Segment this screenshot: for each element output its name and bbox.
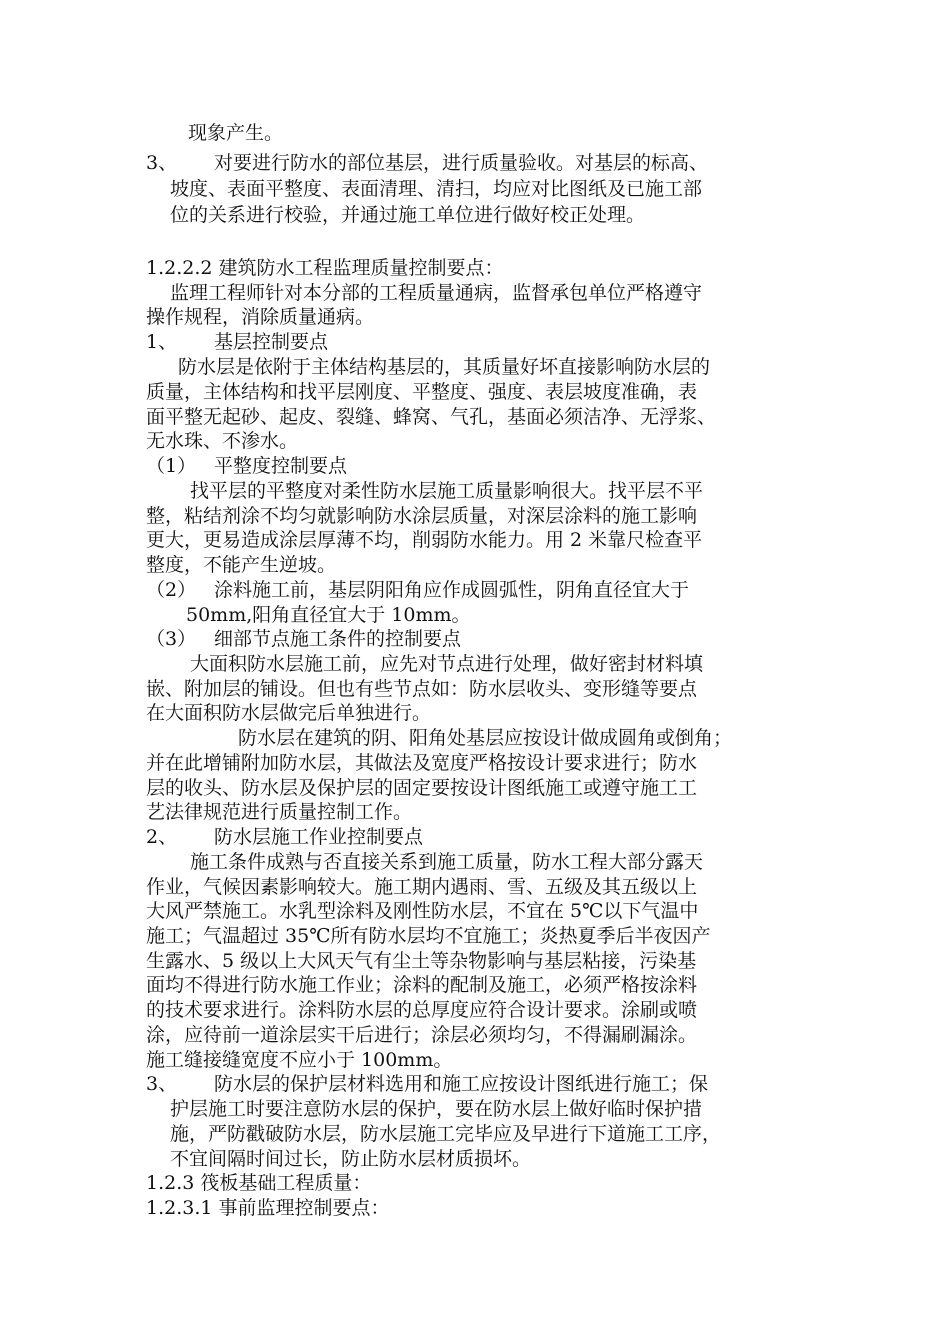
- text-line: 整，粘结剂涂不均匀就影响防水涂层质量，对深层涂料的施工影响: [146, 505, 698, 527]
- text-line: 防水层的保护层材料选用和施工应按设计图纸进行施工；保: [214, 1073, 709, 1095]
- subsection-heading: 防水层施工作业控制要点: [214, 826, 424, 848]
- text-line: 涂料施工前，基层阴阳角应作成圆弧性，阴角直径宜大于: [214, 579, 690, 601]
- text-line: 操作规程，消除质量通病。: [146, 306, 375, 328]
- text-line: 整度，不能产生逆坡。: [146, 554, 337, 576]
- text-line: 施，严防戳破防水层，防水层施工完毕应及早进行下道施工工序，: [170, 1123, 722, 1145]
- text-line: 的技术要求进行。涂料防水层的总厚度应符合设计要求。涂刷或喷: [146, 999, 698, 1021]
- text-line: 更大，更易造成涂层厚薄不均，削弱防水能力。用 2 米靠尺检查平: [146, 529, 703, 551]
- text-line: 防水层在建筑的阴、阳角处基层应按设计做成圆角或倒角；: [238, 727, 733, 749]
- text-line: 施工；气温超过 35℃所有防水层均不宜施工；炎热夏季后半夜因产: [146, 925, 711, 947]
- text-line: 监理工程师针对本分部的工程质量通病，监督承包单位严格遵守: [170, 282, 703, 304]
- text-line: 面均不得进行防水施工作业；涂料的配制及施工，必须严格按涂料: [146, 974, 698, 996]
- text-line: 找平层的平整度对柔性防水层施工质量影响很大。找平层不平: [190, 480, 704, 502]
- section-heading: 1.2.3.1 事前监理控制要点：: [146, 1197, 390, 1219]
- text-line: 施工条件成熟与否直接关系到施工质量，防水工程大部分露天: [190, 851, 704, 873]
- text-line: 并在此增铺附加防水层，其做法及宽度严格按设计要求进行；防水: [146, 752, 698, 774]
- subsection-heading: 基层控制要点: [214, 331, 329, 353]
- text-line: 不宜间隔时间过长，防止防水层材质损坏。: [170, 1148, 532, 1170]
- text-line: 50mm,阳角直径宜大于 10mm。: [186, 604, 471, 626]
- text-line: 护层施工时要注意防水层的保护，要在防水层上做好临时保护措: [170, 1098, 703, 1120]
- item-number: 3、: [146, 152, 178, 174]
- text-line: 涂，应待前一道涂层实干后进行；涂层必须均匀，不得漏刷漏涂。: [146, 1024, 698, 1046]
- text-line: 对要进行防水的部位基层，进行质量验收。对基层的标高、: [214, 152, 709, 174]
- text-line: 艺法律规范进行质量控制工作。: [146, 801, 413, 823]
- text-line: 质量，主体结构和找平层刚度、平整度、强度、表层坡度准确，表: [146, 381, 698, 403]
- text-line: 生露水、5 级以上大风天气有尘土等杂物影响与基层粘接，污染基: [146, 950, 697, 972]
- subsection-heading: 平整度控制要点: [214, 455, 348, 477]
- text-line: 无水珠、不渗水。: [146, 430, 299, 452]
- text-line: 大面积防水层施工前，应先对节点进行处理，做好密封材料填: [190, 653, 704, 675]
- item-number: （2）: [146, 579, 197, 601]
- text-line: 嵌、附加层的铺设。但也有些节点如：防水层收头、变形缝等要点: [146, 678, 698, 700]
- section-heading: 1.2.2.2 建筑防水工程监理质量控制要点：: [146, 257, 504, 279]
- item-number: 3、: [146, 1073, 178, 1095]
- text-line: 在大面积防水层做完后单独进行。: [146, 702, 432, 724]
- text-line: 面平整无起砂、起皮、裂缝、蜂窝、气孔，基面必须洁净、无浮浆、: [146, 406, 717, 428]
- item-number: 2、: [146, 826, 178, 848]
- text-line: 层的收头、防水层及保护层的固定要按设计图纸施工或遵守施工工: [146, 777, 698, 799]
- text-line: 大风严禁施工。水乳型涂料及刚性防水层，不宜在 5℃以下气温中: [146, 900, 699, 922]
- text-line: 位的关系进行校验，并通过施工单位进行做好校正处理。: [170, 204, 646, 226]
- text-line: 作业，气候因素影响较大。施工期内遇雨、雪、五级及其五级以上: [146, 876, 698, 898]
- text-line: 现象产生。: [188, 122, 284, 144]
- item-number: （3）: [146, 628, 197, 650]
- text-line: 防水层是依附于主体结构基层的，其质量好坏直接影响防水层的: [178, 356, 711, 378]
- text-line: 坡度、表面平整度、表面清理、清扫，均应对比图纸及已施工部: [170, 178, 703, 200]
- text-line: 施工缝接缝宽度不应小于 100mm。: [146, 1049, 453, 1071]
- item-number: 1、: [146, 331, 178, 353]
- section-heading: 1.2.3 筏板基础工程质量：: [146, 1172, 372, 1194]
- subsection-heading: 细部节点施工条件的控制要点: [214, 628, 462, 650]
- item-number: （1）: [146, 455, 197, 477]
